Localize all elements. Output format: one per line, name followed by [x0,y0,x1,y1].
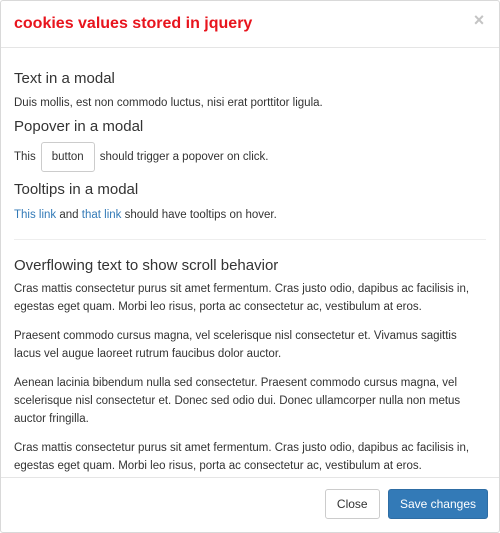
modal-title: cookies values stored in jquery [14,15,253,32]
save-changes-button[interactable]: Save changes [388,489,488,519]
text-section-heading: Text in a modal [14,70,115,87]
close-button[interactable]: Close [325,489,380,519]
close-icon[interactable]: × [473,10,485,30]
tooltip-section-paragraph [14,200,486,224]
overflow-paragraph: Cras mattis consectetur purus sit amet fermentum. Cras justo odio, dapibus ac facilisis in, egestas eget quam. Morbi leo risus, porta ac consectetur ac, vestibulum at eros. [14,442,470,472]
modal-footer [1,477,499,532]
overflow-paragraph: Praesent commodo cursus magna, vel scelerisque nisl consectetur et. Vivamus sagittis lacus vel augue laoreet rutrum faucibus dolor auctor. [14,330,457,360]
this-link[interactable]: This link [14,209,57,221]
popover-section-paragraph [14,137,486,172]
overflow-paragraph: Aenean lacinia bibendum nulla sed consectetur. Praesent commodo cursus magna, vel scelerisque nisl consectetur et. Donec sed odio dui. Donec ullamcorper nulla non metus auctor fringilla. [14,377,461,425]
popover-button[interactable]: button [41,142,95,172]
tooltip-text-after: should have tooltips on hover. [124,209,277,221]
modal-header [1,1,499,48]
tooltip-section-heading: Tooltips in a modal [14,181,139,198]
popover-text-before: This [14,151,36,163]
that-link[interactable]: that link [81,209,122,221]
popover-section-heading: Popover in a modal [14,118,144,135]
overflow-section-heading: Overflowing text to show scroll behavior [14,257,279,274]
modal-body [1,48,499,479]
popover-text-after: should trigger a popover on click. [99,151,269,163]
tooltip-text-and: and [59,209,79,221]
overflow-paragraph: Cras mattis consectetur purus sit amet fermentum. Cras justo odio, dapibus ac facilisis in, egestas eget quam. Morbi leo risus, porta ac consectetur ac, vestibulum at eros. [14,283,470,313]
text-section-paragraph: Duis mollis, est non commodo luctus, nisi erat porttitor ligula. [14,97,323,109]
